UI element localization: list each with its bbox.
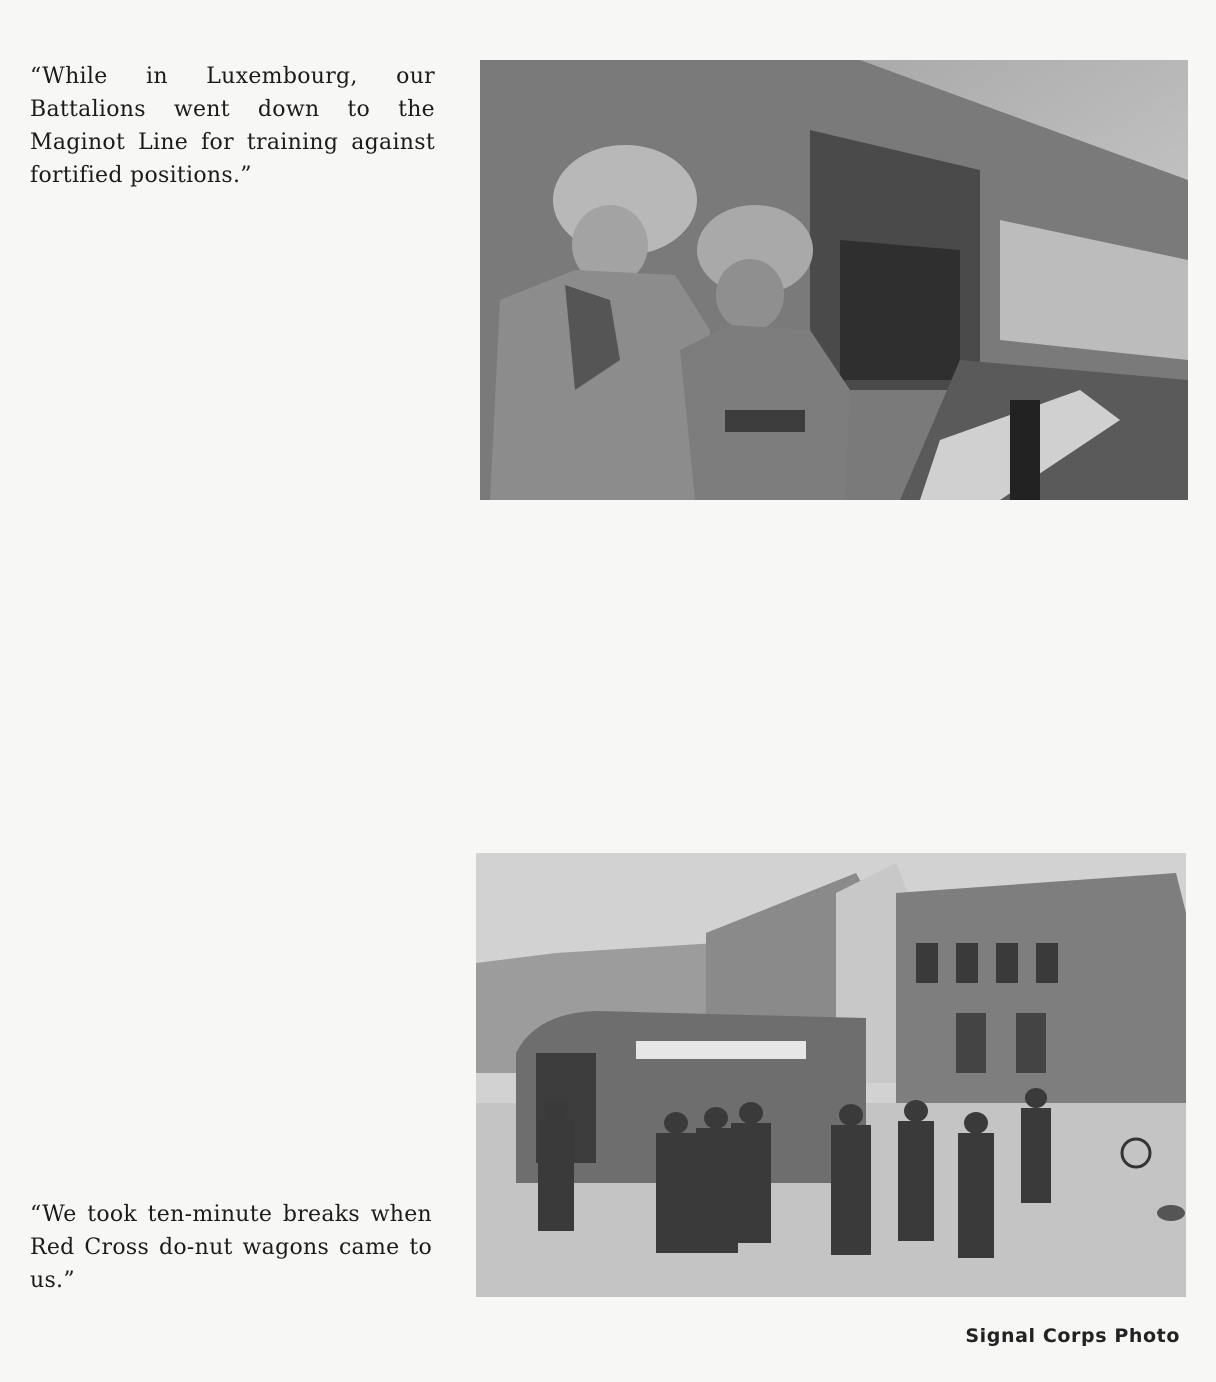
photo-donut-wagon-image <box>476 853 1186 1297</box>
photo-maginot-line-image <box>480 60 1188 500</box>
caption-maginot-line: “While in Luxembourg, our Battalions went down to the Maginot Line for training against fortified positions.” <box>30 64 435 188</box>
photo-red-cross-donut-wagon <box>476 853 1186 1297</box>
photo-credit: Signal Corps Photo <box>965 1325 1180 1347</box>
caption-donut-wagons: “We took ten-minute breaks when Red Cross do-nut wagons came to us.” <box>30 1202 432 1293</box>
photo-maginot-line-soldiers <box>480 60 1188 500</box>
